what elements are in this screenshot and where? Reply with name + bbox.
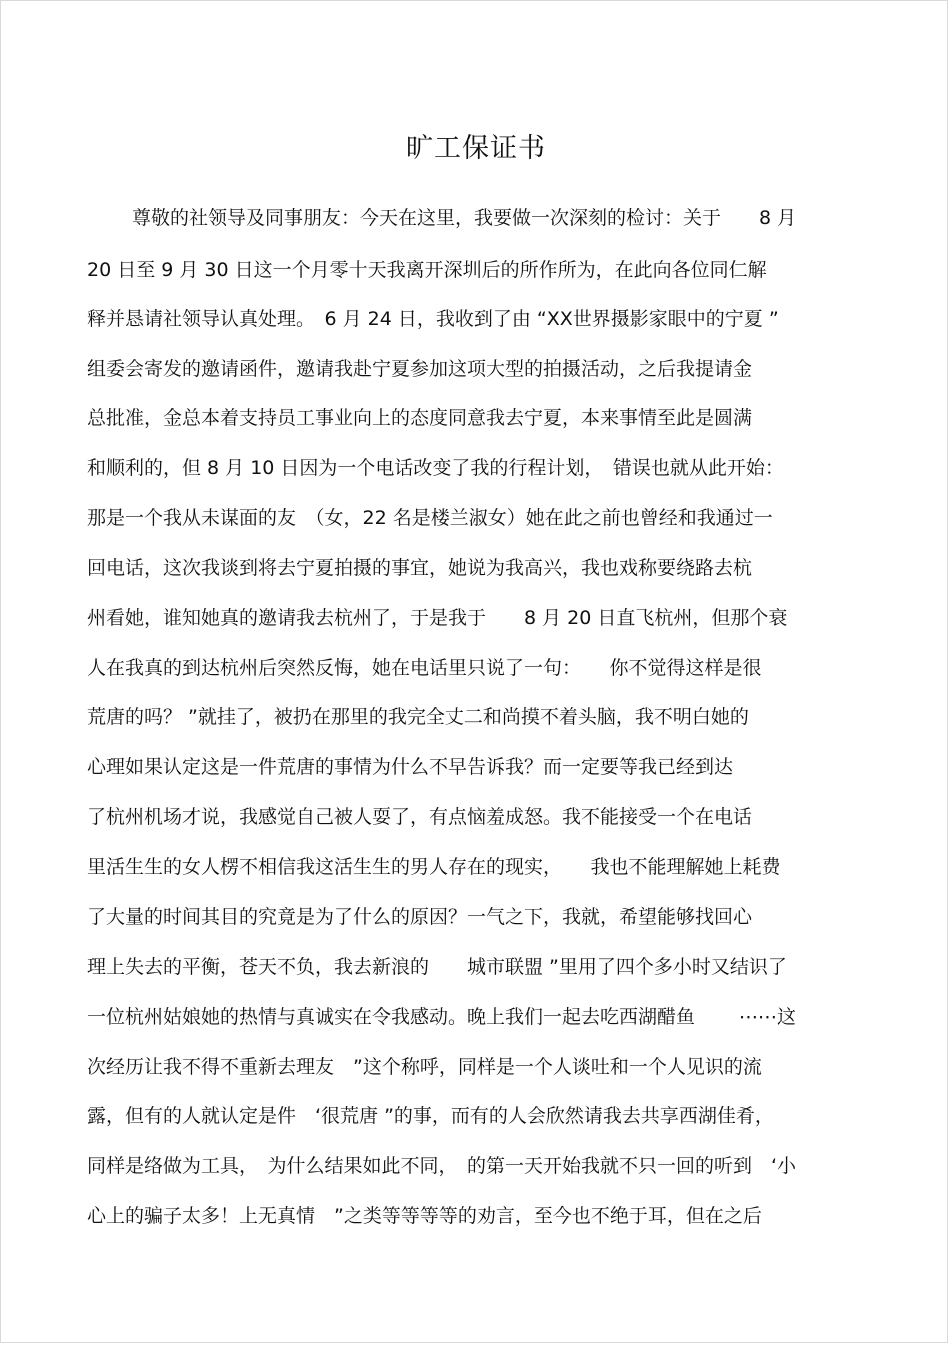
body-line: 荒唐的吗？ ”就挂了，被扔在那里的我完全丈二和尚摸不着头脑，我不明白她的: [87, 706, 749, 728]
body-line: 心理如果认定这是一件荒唐的事情为什么不早告诉我？而一定要等我已经到达: [87, 756, 734, 778]
body-line: 组委会寄发的邀请函件，邀请我赴宁夏参加这项大型的拍摄活动，之后我提请金: [87, 358, 753, 380]
body-line: 心上的骗子太多！上无真情 ”之类等等等等的劝言，至今也不绝于耳，但在之后: [87, 1205, 762, 1227]
body-line: 20 日至 9 月 30 日这一个月零十天我离开深圳后的所作所为，在此向各位同仁解: [87, 259, 767, 281]
document-title: 旷工保证书: [406, 133, 546, 164]
body-line: 了大量的时间其目的究竟是为了什么的原因？一气之下，我就，希望能够找回心: [87, 906, 753, 928]
body-line: 了杭州机场才说，我感觉自己被人耍了，有点恼羞成怒。我不能接受一个在电话: [87, 806, 753, 828]
body-line: 回电话，这次我谈到将去宁夏拍摄的事宜，她说为我高兴，我也戏称要绕路去杭: [87, 557, 753, 579]
body-line: 一位杭州姑娘她的热情与真诚实在令我感动。晚上我们一起去吃西湖醋鱼 ⋯⋯这: [87, 1006, 797, 1028]
body-line: 和顺利的，但 8 月 10 日因为一个电话改变了我的行程计划， 错误也就从此开始：: [87, 457, 784, 479]
body-line: 人在我真的到达杭州后突然反悔，她在电话里只说了一句： 你不觉得这样是很: [87, 657, 762, 679]
body-line: 那是一个我从未谋面的友 （女，22 名是楼兰淑女）她在此之前也曾经和我通过一: [87, 507, 773, 529]
body-line: 同样是络做为工具， 为什么结果如此不同， 的第一天开始我就不只一回的听到 ‘小: [87, 1155, 797, 1177]
body-line: 里活生生的女人楞不相信我这活生生的男人存在的现实， 我也不能理解她上耗费: [87, 856, 781, 878]
body-line: 尊敬的社领导及同事朋友：今天在这里，我要做一次深刻的检讨：关于 8 月: [132, 207, 797, 229]
body-line: 次经历让我不得不重新去理友 ”这个称呼，同样是一个人谈吐和一个人见识的流: [87, 1056, 762, 1078]
body-line: 总批准，金总本着支持员工事业向上的态度同意我去宁夏，本来事情至此是圆满: [87, 407, 753, 429]
body-line: 州看她，谁知她真的邀请我去杭州了，于是我于 8 月 20 日直飞杭州，但那个衰: [87, 607, 788, 629]
body-line: 理上失去的平衡，苍天不负，我去新浪的 城市联盟 ”里用了四个多小时又结识了: [87, 956, 787, 978]
body-line: 露，但有的人就认定是件 ‘很荒唐 ”的事，而有的人会欣然请我去共享西湖佳肴，: [87, 1105, 774, 1127]
body-line: 释并恳请社领导认真处理。 6 月 24 日，我收到了由 “XX世界摄影家眼中的宁夏 ”: [87, 308, 779, 330]
